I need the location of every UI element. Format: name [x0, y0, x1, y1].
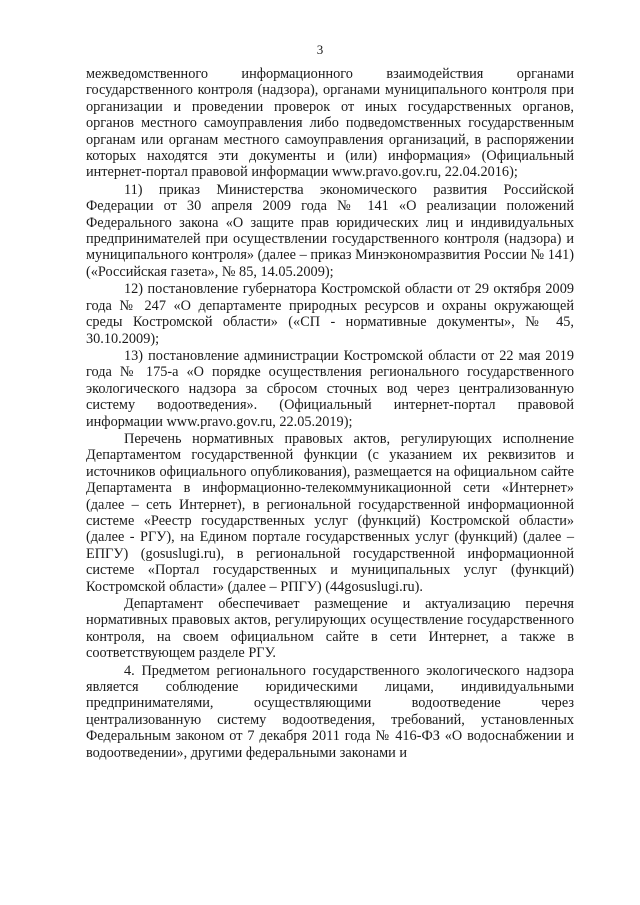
paragraph-item-12: 12) постановление губернатора Костромской области от 29 октября 2009 года № 247 «О департаменте природных ресурсов и охраны окружающей среды Костромской области» («СП - нормативные документы», № 45, 30.10.2009);	[86, 281, 574, 347]
paragraph-department-publishing: Департамент обеспечивает размещение и актуализацию перечня нормативных правовых актов, регулирующих осуществление государственного контроля, на своем официальном сайте в сети Интернет, а также в соответствующем разделе РГУ.	[86, 596, 574, 662]
paragraph-item-13: 13) постановление администрации Костромской области от 22 мая 2019 года № 175-а «О порядке осуществления регионального государственного экологического надзора за сбросом сточных вод через централизованную систему водоотведения». (Официальный интернет-портал правовой информации www.pravo.gov.ru, 22.05.2019);	[86, 347, 574, 430]
paragraph-item-4: 4. Предметом регионального государственного экологического надзора является соблюдение юридическими лицами, индивидуальными предпринимателями, осуществляющими водоотведение через централизованную систему водоотведения, требований, установленных Федеральным законом от 7 декабря 2011 года № 416-ФЗ «О водоснабжении и водоотведении», другими федеральными законами и	[86, 662, 574, 761]
page-number: 3	[316, 42, 324, 57]
paragraph-item-11: 11) приказ Министерства экономического развития Российской Федерации от 30 апреля 2009 года № 141 «О реализации положений Федерального закона «О защите прав юридических лиц и индивидуальных предпринимателей при осуществлении государственного контроля (надзора) и муниципального контроля» (далее – приказ Минэкономразвития России № 141) («Российская газета», № 85, 14.05.2009);	[86, 181, 574, 280]
document-body	[86, 66, 574, 761]
paragraph-continuation: межведомственного информационного взаимодействия органами государственного контроля (надзора), органами муниципального контроля при организации и проведении проверок от иных государственных органов, органов местного самоуправления либо подведомственных государственным органам или органам местного самоуправления организаций, в распоряжении которых находятся эти документы и (или) информация» (Официальный интернет-портал правовой информации www.pravo.gov.ru, 22.04.2016);	[86, 66, 574, 181]
paragraph-acts-list: Перечень нормативных правовых актов, регулирующих исполнение Департаментом государственной функции (с указанием их реквизитов и источников официального опубликования), размещается на официальном сайте Департамента в информационно-телекоммуникационной сети «Интернет» (далее – сеть Интернет), в региональной государственной информационной системе «Реестр государственных услуг (функций) Костромской области» (далее - РГУ), на Едином портале государственных услуг (функций) (далее – ЕПГУ) (gosuslugi.ru), в региональной государственной информационной системе «Портал государственных и муниципальных услуг (функций) Костромской области» (далее – РПГУ) (44gosuslugi.ru).	[86, 430, 574, 595]
